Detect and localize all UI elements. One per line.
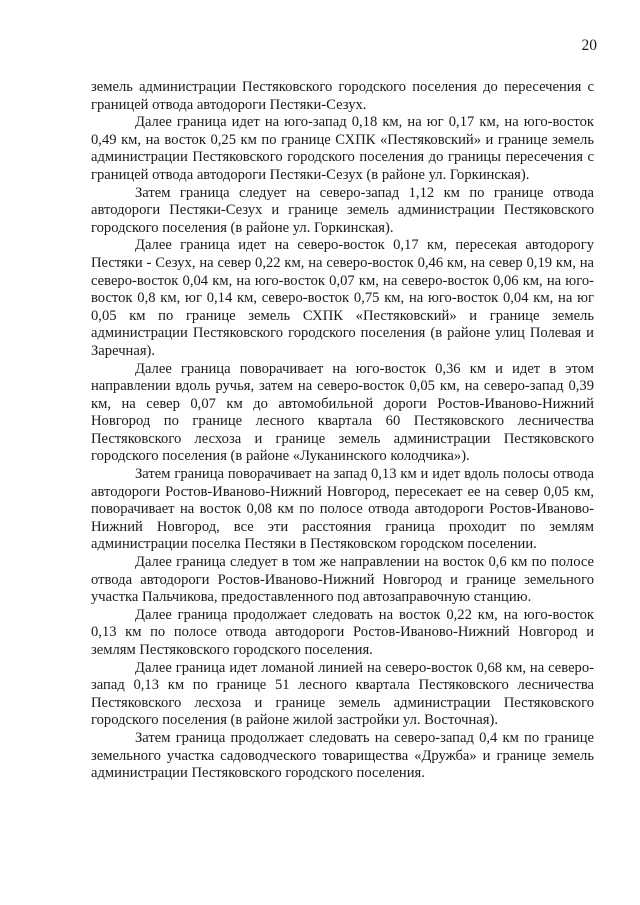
- paragraph: Затем граница продолжает следовать на северо-запад 0,4 км по границе земельного участка садоводческого товарищества «Дружба» и границе земель администрации Пестяковского городского поселения.: [91, 729, 594, 782]
- paragraph: Далее граница идет на северо-восток 0,17 км, пересекая автодорогу Пестяки - Сезух, на север 0,22 км, на северо-восток 0,46 км, на север 0,19 км, на северо-восток 0,04 км, на юго-восток 0,07 км, на северо-восток 0,06 км, на юго-восток 0,8 км, юг 0,14 км, северо-восток 0,75 км, на юго-восток 0,04 км, на юг 0,05 км по границе земель СХПК «Пестяковский» и границе земель администрации Пестяковского городского поселения (в районе улиц Полевая и Заречная).: [91, 237, 594, 359]
- paragraph: Далее граница поворачивает на юго-восток 0,36 км и идет в этом направлении вдоль ручья, затем на северо-восток 0,05 км, на северо-запад 0,39 км, на север 0,07 км до автомобильной дороги Ростов-Иваново-Нижний Новгород по границе лесного квартала 60 Пестяковского лесничества Пестяковского лесхоза и границе земель администрации Пестяковского городского поселения (в районе «Луканинского колодчика»).: [91, 360, 594, 465]
- document-body: [91, 79, 594, 783]
- paragraph: Затем граница поворачивает на запад 0,13 км и идет вдоль полосы отвода автодороги Ростов-Иваново-Нижний Новгород, пересекает ее на север 0,05 км, поворачивает на восток 0,08 км по полосе отвода автодороги Ростов-Иваново-Нижний Новгород, все эти расстояния граница проходит по землям администрации поселка Пестяки в Пестяковском городском поселении.: [91, 466, 594, 553]
- paragraph: Далее граница следует в том же направлении на восток 0,6 км по полосе отвода автодороги Ростов-Иваново-Нижний Новгород и границе земельного участка Пальчикова, предоставленного под автозаправочную станцию.: [91, 554, 594, 606]
- paragraph: Затем граница следует на северо-запад 1,12 км по границе отвода автодороги Пестяки-Сезух и границе земель администрации Пестяковского городского поселения (в районе ул. Горкинская).: [91, 184, 594, 236]
- page-number: 20: [581, 37, 597, 54]
- paragraph: Далее граница продолжает следовать на восток 0,22 км, на юго-восток 0,13 км по полосе отвода автодороги Ростов-Иваново-Нижний Новгород и землям Пестяковского городского поселения.: [91, 606, 594, 658]
- paragraph: Далее граница идет ломаной линией на северо-восток 0,68 км, на северо-запад 0,13 км по границе 51 лесного квартала Пестяковского лесничества Пестяковского лесхоза и границе земель администрации Пестяковского городского поселения (в районе жилой застройки ул. Восточная).: [91, 659, 594, 729]
- paragraph-continuation: земель администрации Пестяковского городского поселения до пересечения с границей отвода автодороги Пестяки-Сезух.: [91, 79, 594, 113]
- paragraph: Далее граница идет на юго-запад 0,18 км, на юг 0,17 км, на юго-восток 0,49 км, на восток 0,25 км по границе СХПК «Пестяковский» и границе земель администрации Пестяковского городского поселения до границы пересечения с границей отвода автодороги Пестяки-Сезух (в районе ул. Горкинская).: [91, 114, 594, 183]
